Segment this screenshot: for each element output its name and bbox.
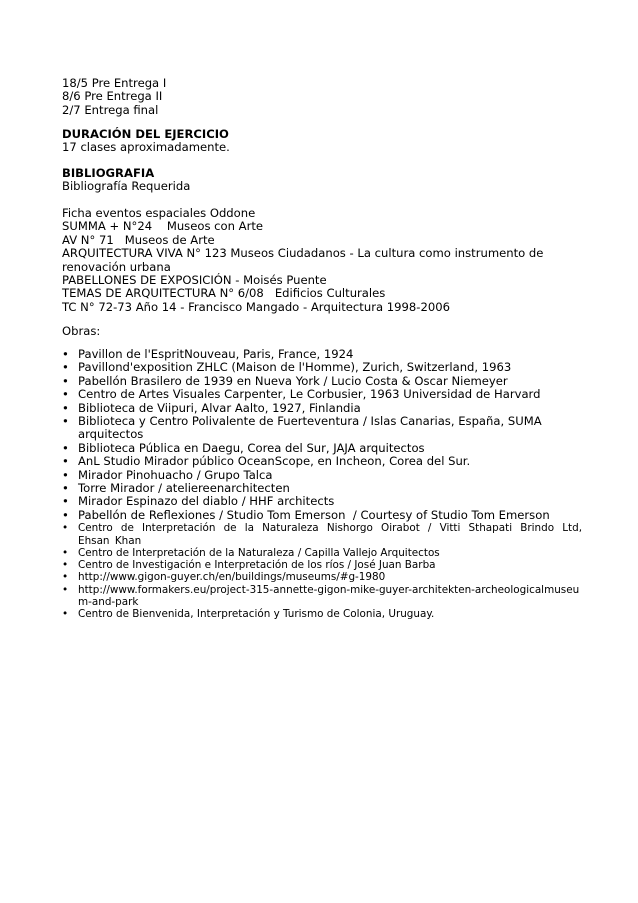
obra-text: Mirador Pinohuacho / Grupo Talca xyxy=(78,467,273,482)
schedule-list xyxy=(62,77,582,117)
list-item xyxy=(62,559,582,571)
obra-text: Pabellón Brasilero de 1939 en Nueva York / Lucio Costa & Oscar Niemeyer xyxy=(78,373,508,388)
bibliografia-refs xyxy=(62,207,582,314)
obras-heading: Obras: xyxy=(62,324,101,338)
list-item xyxy=(62,388,582,401)
obra-text: Centro de Bienvenida, Interpretación y Turismo de Colonia, Uruguay. xyxy=(78,608,435,621)
schedule-item: 18/5 Pre Entrega I xyxy=(62,76,167,90)
obra-link: http://www.gigon-guyer.ch/en/buildings/museums/#g-1980 xyxy=(78,571,386,584)
obra-text: Pavillond'exposition ZHLC (Maison de l'Homme), Zurich, Switzerland, 1963 xyxy=(78,360,512,375)
list-item xyxy=(62,415,582,442)
bibliografia-subheading: Bibliografía Requerida xyxy=(62,179,191,194)
bibliografia-ref: PABELLONES DE EXPOSICIÓN - Moisés Puente xyxy=(62,273,327,288)
list-item xyxy=(62,455,582,468)
bullet-icon: • xyxy=(62,571,69,584)
obra-text: Centro de Investigación e Interpretación de los ríos / José Juan Barba xyxy=(78,559,436,572)
list-item xyxy=(62,522,582,547)
bullet-icon: • xyxy=(62,608,69,621)
obra-link: http://www.formakers.eu/project-315-annette-gigon-mike-guyer-architekten-archeologicalmuseum-and-park xyxy=(78,583,580,609)
obra-text: Centro de Interpretación de la Naturaleza Nishorgo Oirabot / Vitti Sthapati Brindo Ltd, Ehsan Khan xyxy=(78,522,582,547)
list-item xyxy=(62,509,582,522)
list-item xyxy=(62,402,582,415)
bibliografia-heading: BIBLIOGRAFIA xyxy=(62,166,155,180)
list-item xyxy=(62,469,582,482)
bullet-icon: • xyxy=(62,387,69,402)
obra-text: Pavillon de l'EspritNouveau, Paris, France, 1924 xyxy=(78,347,354,361)
obra-text: AnL Studio Mirador público OceanScope, en Incheon, Corea del Sur. xyxy=(78,454,471,469)
duracion-section xyxy=(62,128,582,155)
list-item xyxy=(62,482,582,495)
list-item xyxy=(62,547,582,559)
bullet-icon: • xyxy=(62,494,69,509)
bullet-icon: • xyxy=(62,347,69,361)
duracion-text: 17 clases aproximadamente. xyxy=(62,140,230,155)
obra-text: Centro de Interpretación de la Naturaleza / Capilla Vallejo Arquitectos xyxy=(78,546,440,559)
schedule-item: 2/7 Entrega final xyxy=(62,102,159,117)
obra-text: Biblioteca de Viipuri, Alvar Aalto, 1927, Finlandia xyxy=(78,400,361,415)
duracion-heading: DURACIÓN DEL EJERCICIO xyxy=(62,127,229,141)
obra-text: Biblioteca y Centro Polivalente de Fuerteventura / Islas Canarias, España, SUMA arquitectos xyxy=(78,414,542,442)
bullet-icon: • xyxy=(62,583,69,596)
list-item xyxy=(62,495,582,508)
bullet-icon: • xyxy=(62,507,69,522)
bullet-icon: • xyxy=(62,546,69,559)
schedule-item: 8/6 Pre Entrega II xyxy=(62,89,163,104)
list-item xyxy=(62,348,582,361)
bullet-icon: • xyxy=(62,440,69,455)
bullet-icon: • xyxy=(62,360,69,375)
list-item xyxy=(62,361,582,374)
bibliografia-ref: TC N° 72-73 Año 14 - Francisco Mangado - Arquitectura 1998-2006 xyxy=(62,299,450,314)
bibliografia-ref: SUMMA + N°24 Museos con Arte xyxy=(62,219,264,234)
bullet-icon: • xyxy=(62,467,69,482)
bullet-icon: • xyxy=(62,454,69,469)
bullet-icon: • xyxy=(62,414,69,429)
obras-list xyxy=(62,348,582,621)
obra-text: Mirador Espinazo del diablo / HHF architects xyxy=(78,494,335,509)
list-item xyxy=(62,571,582,583)
list-item xyxy=(62,442,582,455)
obra-text: Pabellón de Reflexiones / Studio Tom Emerson / Courtesy of Studio Tom Emerson xyxy=(78,507,550,522)
bibliografia-ref: Ficha eventos espaciales Oddone xyxy=(62,206,256,220)
bibliografia-ref: TEMAS DE ARQUITECTURA N° 6/08 Edificios Culturales xyxy=(62,286,386,301)
bullet-icon: • xyxy=(62,559,69,572)
obra-text: Torre Mirador / ateliereenarchitecten xyxy=(78,481,290,496)
bibliografia-ref: AV N° 71 Museos de Arte xyxy=(62,232,215,247)
bullet-icon: • xyxy=(62,522,69,535)
bullet-icon: • xyxy=(62,400,69,415)
bullet-icon: • xyxy=(62,373,69,388)
bibliografia-section xyxy=(62,167,582,194)
bullet-icon: • xyxy=(62,481,69,496)
list-item xyxy=(62,608,582,620)
bibliografia-ref: ARQUITECTURA VIVA N° 123 Museos Ciudadanos - La cultura como instrumento de renovación urbana xyxy=(62,246,544,274)
obra-text: Centro de Artes Visuales Carpenter, Le Corbusier, 1963 Universidad de Harvard xyxy=(78,387,541,402)
obra-text: Biblioteca Pública en Daegu, Corea del Sur, JAJA arquitectos xyxy=(78,440,425,455)
list-item xyxy=(62,584,582,609)
list-item xyxy=(62,375,582,388)
